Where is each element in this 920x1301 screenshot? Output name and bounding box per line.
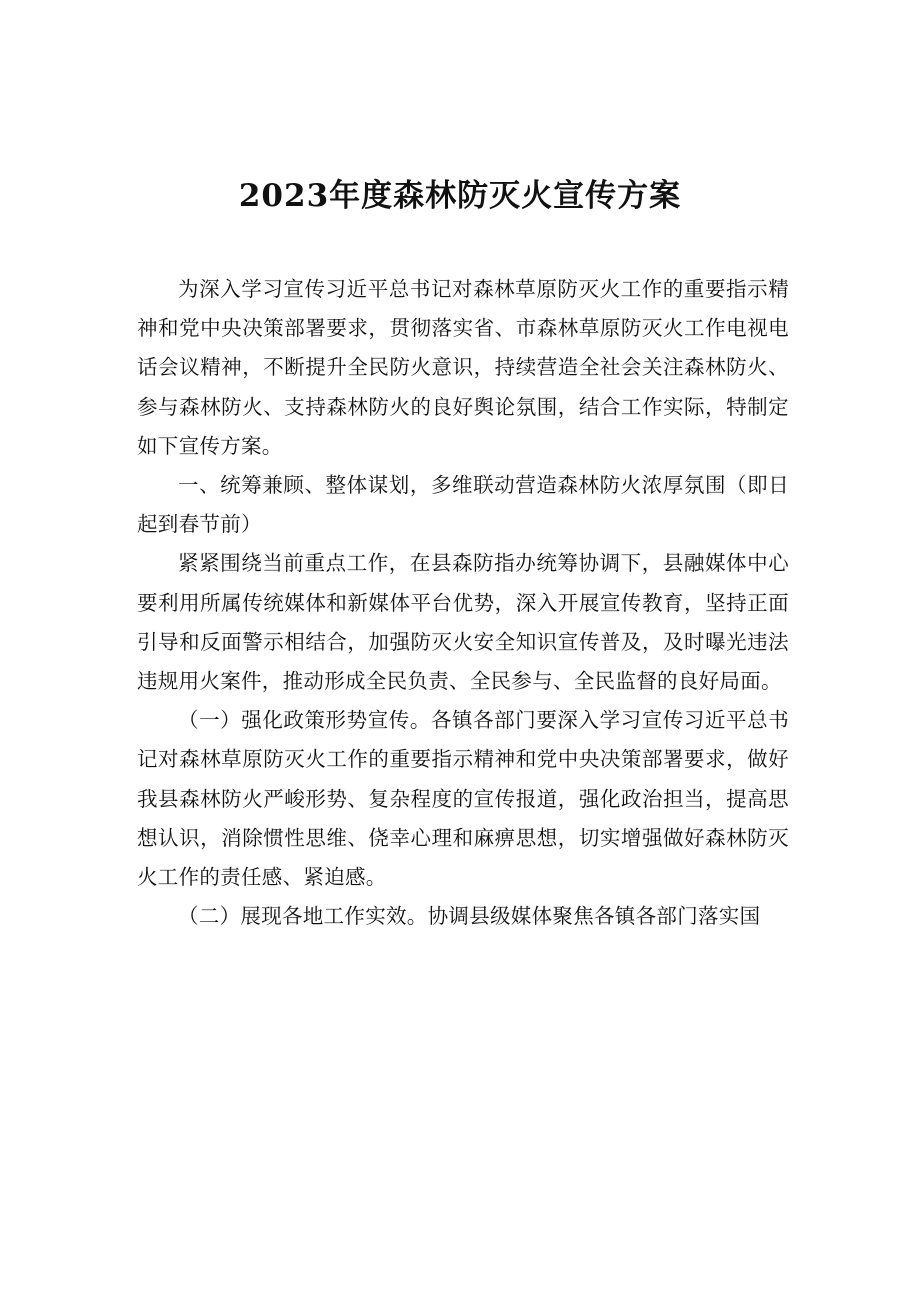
document-body <box>137 270 789 936</box>
document-title: 2023年度森林防灭火宣传方案 <box>238 178 682 214</box>
paragraph-item-2: （二）展现各地工作实效。协调县级媒体聚焦各镇各部门落实国 <box>178 904 761 929</box>
paragraph-intro: 为深入学习宣传习近平总书记对森林草原防灭火工作的重要指示精神和党中央决策部署要求，贯彻落实省、市森林草原防灭火工作电视电话会议精神，不断提升全民防火意识，持续营造全社会关注森林防火、参与森林防火、支持森林防火的良好舆论氛围，结合工作实际，特制定如下宣传方案。 <box>137 277 789 458</box>
paragraph-section-1: 紧紧围绕当前重点工作，在县森防指办统筹协调下，县融媒体中心要利用所属传统媒体和新媒体平台优势，深入开展宣传教育，坚持正面引导和反面警示相结合，加强防灭火安全知识宣传普及，及时曝光违法违规用火案件，推动形成全民负责、全民参与、全民监督的良好局面。 <box>137 551 789 694</box>
paragraph-item-1: （一）强化政策形势宣传。各镇各部门要深入学习宣传习近平总书记对森林草原防灭火工作的重要指示精神和党中央决策部署要求，做好我县森林防火严峻形势、复杂程度的宣传报道，强化政治担当，提高思想认识，消除惯性思维、侥幸心理和麻痹思想，切实增强做好森林防灭火工作的责任感、紧迫感。 <box>137 708 789 890</box>
section-heading-1: 一、统筹兼顾、整体谋划，多维联动营造森林防火浓厚氛围（即日起到春节前） <box>137 473 789 537</box>
